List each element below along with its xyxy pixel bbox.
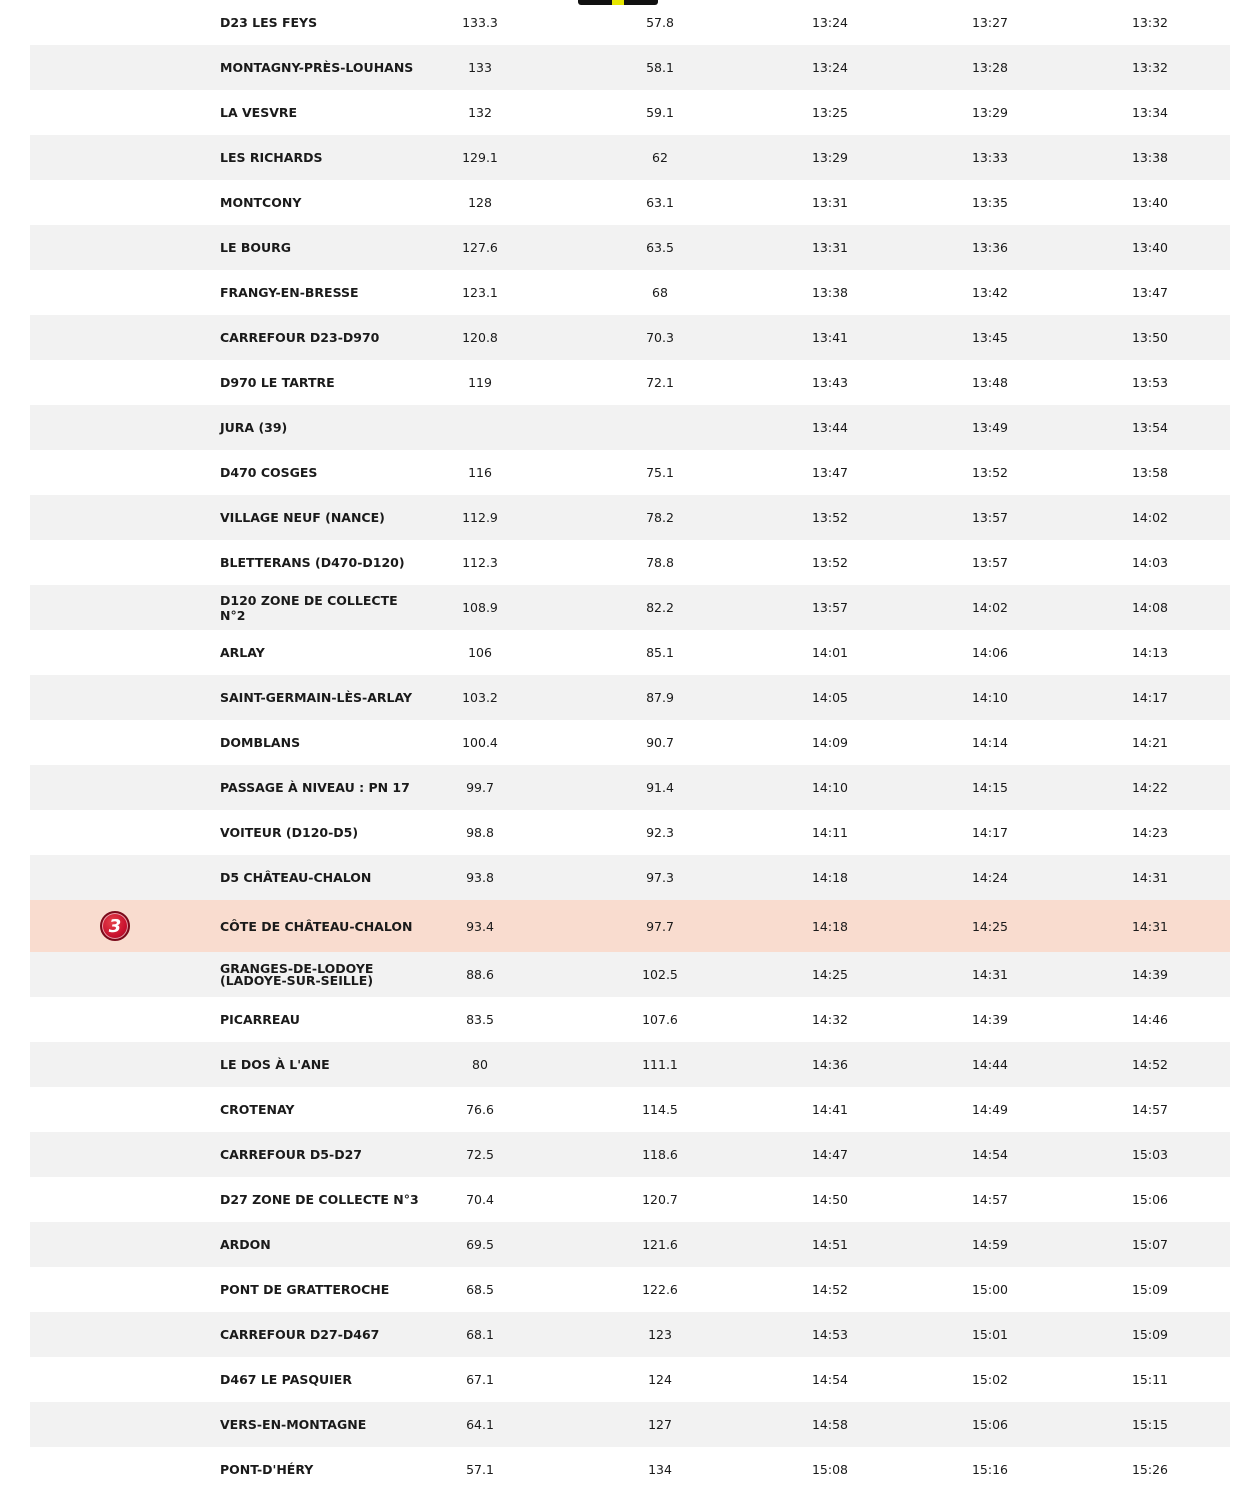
table-row [30, 1087, 1230, 1132]
time-fast: 13:44 [811, 420, 849, 435]
table-row [30, 1177, 1230, 1222]
km-done: 75.1 [646, 465, 674, 480]
km-done: 58.1 [646, 60, 674, 75]
time-slow: 14:23 [1131, 825, 1169, 840]
km-done: 63.1 [646, 195, 674, 210]
km-remaining: 93.4 [466, 918, 494, 934]
time-slow: 13:58 [1131, 465, 1169, 480]
place-name: D970 LE TARTRE [220, 375, 335, 390]
table-row [30, 997, 1230, 1042]
km-remaining: 67.1 [466, 1372, 494, 1387]
place-name: CARREFOUR D23-D970 [220, 330, 380, 345]
time-slow: 14:31 [1131, 918, 1169, 934]
time-mid: 14:02 [971, 600, 1009, 615]
time-fast: 14:18 [811, 870, 849, 885]
km-remaining: 100.4 [462, 735, 498, 750]
time-fast: 13:52 [811, 555, 849, 570]
km-remaining: 57.1 [466, 1462, 494, 1477]
time-slow: 14:13 [1131, 645, 1169, 660]
place-name [220, 952, 420, 997]
place-name: LE BOURG [220, 240, 292, 255]
km-remaining: 112.9 [462, 510, 498, 525]
km-done: 134 [648, 1462, 672, 1477]
km-remaining: 133.3 [462, 15, 498, 30]
km-remaining: 129.1 [462, 150, 498, 165]
time-fast: 14:10 [811, 780, 849, 795]
km-done [610, 405, 710, 450]
time-slow: 15:09 [1131, 1327, 1169, 1342]
table-row [30, 855, 1230, 900]
time-fast: 14:50 [811, 1192, 849, 1207]
km-remaining: 133 [468, 60, 492, 75]
time-fast: 13:29 [811, 150, 849, 165]
schedule-table [30, 0, 1230, 1492]
km-remaining: 119 [468, 375, 492, 390]
km-done: 90.7 [646, 735, 674, 750]
table-row [30, 225, 1230, 270]
place-name: CROTENAY [220, 1102, 295, 1117]
km-done: 78.8 [646, 555, 674, 570]
time-mid: 13:52 [971, 465, 1009, 480]
table-row [30, 1357, 1230, 1402]
time-slow: 14:02 [1131, 510, 1169, 525]
time-fast: 14:09 [811, 735, 849, 750]
km-remaining: 123.1 [462, 285, 498, 300]
place-name: VOITEUR (D120-D5) [220, 825, 359, 840]
time-fast: 13:24 [811, 60, 849, 75]
time-mid: 14:44 [971, 1057, 1009, 1072]
place-name: DOMBLANS [220, 735, 301, 750]
km-remaining: 93.8 [466, 870, 494, 885]
km-remaining: 80 [472, 1057, 488, 1072]
climb-badge-cell [98, 1132, 132, 1177]
place-name: CARREFOUR D27-D467 [220, 1327, 380, 1342]
km-remaining: 106 [468, 645, 492, 660]
climb-badge-cell [98, 765, 132, 810]
climb-badge-cell [98, 405, 132, 450]
table-row [30, 270, 1230, 315]
time-slow: 15:11 [1131, 1372, 1169, 1387]
climb-badge-cell [98, 0, 132, 45]
time-slow: 14:21 [1131, 735, 1169, 750]
km-done: 78.2 [646, 510, 674, 525]
time-mid: 13:27 [971, 15, 1009, 30]
climb-badge-cell [98, 540, 132, 585]
place-name: PONT DE GRATTEROCHE [220, 1282, 390, 1297]
km-remaining: 69.5 [466, 1237, 494, 1252]
time-mid: 13:29 [971, 105, 1009, 120]
km-done: 92.3 [646, 825, 674, 840]
climb-badge-cell [98, 900, 132, 952]
km-done: 121.6 [642, 1237, 678, 1252]
table-row [30, 585, 1230, 630]
time-mid: 13:36 [971, 240, 1009, 255]
climb-badge-cell [98, 495, 132, 540]
time-fast: 14:51 [811, 1237, 849, 1252]
time-slow: 14:22 [1131, 780, 1169, 795]
km-done: 70.3 [646, 330, 674, 345]
time-fast: 13:52 [811, 510, 849, 525]
climb-badge-cell [98, 630, 132, 675]
table-row [30, 765, 1230, 810]
km-remaining: 99.7 [466, 780, 494, 795]
place-name: D27 ZONE DE COLLECTE N°3 [220, 1192, 419, 1207]
place-name: SAINT-GERMAIN-LÈS-ARLAY [220, 690, 412, 705]
time-fast: 13:57 [811, 600, 849, 615]
time-mid: 13:33 [971, 150, 1009, 165]
time-mid: 14:49 [971, 1102, 1009, 1117]
climb-badge-cell [98, 225, 132, 270]
place-name: LA VESVRE [220, 105, 298, 120]
place-name: LES RICHARDS [220, 150, 323, 165]
km-done: 62 [652, 150, 668, 165]
km-done: 57.8 [646, 15, 674, 30]
km-done: 63.5 [646, 240, 674, 255]
time-mid: 13:48 [971, 375, 1009, 390]
km-remaining: 76.6 [466, 1102, 494, 1117]
place-name: PICARREAU [220, 1012, 300, 1027]
climb-badge-cell [98, 45, 132, 90]
time-fast: 14:41 [811, 1102, 849, 1117]
km-remaining: 120.8 [462, 330, 498, 345]
time-slow: 13:54 [1131, 420, 1169, 435]
table-row [30, 495, 1230, 540]
km-remaining: 70.4 [466, 1192, 494, 1207]
place-name: D23 LES FEYS [220, 15, 318, 30]
km-remaining: 88.6 [466, 967, 494, 982]
place-name-line2: (LADOYE-SUR-SEILLE) [220, 972, 374, 988]
time-mid: 14:06 [971, 645, 1009, 660]
table-row [30, 1222, 1230, 1267]
km-remaining: 83.5 [466, 1012, 494, 1027]
km-done: 102.5 [642, 967, 678, 982]
time-fast: 13:24 [811, 15, 849, 30]
time-fast: 13:31 [811, 195, 849, 210]
time-slow: 15:06 [1131, 1192, 1169, 1207]
km-remaining: 64.1 [466, 1417, 494, 1432]
time-fast: 14:47 [811, 1147, 849, 1162]
time-slow: 15:15 [1131, 1417, 1169, 1432]
place-name: MONTAGNY-PRÈS-LOUHANS [220, 60, 414, 75]
time-fast: 14:54 [811, 1372, 849, 1387]
time-mid: 14:39 [971, 1012, 1009, 1027]
km-done: 91.4 [646, 780, 674, 795]
table-row [30, 135, 1230, 180]
table-row [30, 90, 1230, 135]
km-remaining: 68.5 [466, 1282, 494, 1297]
climb-badge-cell [98, 180, 132, 225]
time-mid: 13:57 [971, 510, 1009, 525]
time-mid: 13:28 [971, 60, 1009, 75]
table-row [30, 180, 1230, 225]
table-row [30, 952, 1230, 997]
time-fast: 13:47 [811, 465, 849, 480]
table-row [30, 720, 1230, 765]
time-mid: 14:31 [971, 967, 1009, 982]
time-mid: 13:57 [971, 555, 1009, 570]
km-done: 59.1 [646, 105, 674, 120]
place-name: BLETTERANS (D470-D120) [220, 555, 405, 570]
table-row [30, 1042, 1230, 1087]
km-done: 111.1 [642, 1057, 678, 1072]
time-mid: 13:42 [971, 285, 1009, 300]
place-name: PONT-D'HÉRY [220, 1462, 314, 1477]
time-mid: 14:17 [971, 825, 1009, 840]
time-slow: 14:08 [1131, 600, 1169, 615]
time-fast: 13:25 [811, 105, 849, 120]
climb-badge-cell [98, 1042, 132, 1087]
place-name: D470 COSGES [220, 465, 318, 480]
km-remaining: 116 [468, 465, 492, 480]
time-slow: 14:17 [1131, 690, 1169, 705]
km-remaining: 127.6 [462, 240, 498, 255]
time-mid: 15:06 [971, 1417, 1009, 1432]
climb-badge-cell [98, 270, 132, 315]
table-row [30, 1447, 1230, 1492]
km-done: 118.6 [642, 1147, 678, 1162]
time-slow: 14:39 [1131, 967, 1169, 982]
place-name: LE DOS À L'ANE [220, 1057, 330, 1072]
climb-category-icon: 3 [100, 911, 130, 941]
km-remaining [430, 405, 530, 450]
climb-badge-cell [98, 1087, 132, 1132]
time-fast: 13:38 [811, 285, 849, 300]
time-mid: 15:01 [971, 1327, 1009, 1342]
km-remaining: 108.9 [462, 600, 498, 615]
time-fast: 14:01 [811, 645, 849, 660]
place-name: VILLAGE NEUF (NANCE) [220, 510, 385, 525]
place-name-line1: GRANGES-DE-LODOYE [220, 960, 374, 976]
km-done: 127 [648, 1417, 672, 1432]
time-slow: 13:32 [1131, 15, 1169, 30]
time-fast: 13:41 [811, 330, 849, 345]
table-row [30, 540, 1230, 585]
time-mid: 14:24 [971, 870, 1009, 885]
time-fast: 14:11 [811, 825, 849, 840]
table-row [30, 315, 1230, 360]
km-done: 82.2 [646, 600, 674, 615]
time-slow: 13:53 [1131, 375, 1169, 390]
time-mid: 14:15 [971, 780, 1009, 795]
place-name: ARDON [220, 1237, 271, 1252]
time-slow: 15:07 [1131, 1237, 1169, 1252]
table-row [30, 450, 1230, 495]
climb-badge-cell [98, 1312, 132, 1357]
time-slow: 13:34 [1131, 105, 1169, 120]
time-mid: 13:45 [971, 330, 1009, 345]
time-mid: 13:49 [971, 420, 1009, 435]
place-name: VERS-EN-MONTAGNE [220, 1417, 367, 1432]
time-fast: 13:31 [811, 240, 849, 255]
climb-badge-cell [98, 1177, 132, 1222]
table-row [30, 1132, 1230, 1177]
km-done: 97.7 [646, 918, 674, 934]
time-mid: 13:35 [971, 195, 1009, 210]
table-row [30, 1267, 1230, 1312]
climb-badge-cell [98, 585, 132, 630]
table-row [30, 810, 1230, 855]
climb-badge-cell [98, 315, 132, 360]
climb-badge-cell [98, 675, 132, 720]
km-done: 72.1 [646, 375, 674, 390]
place-name: JURA (39) [220, 420, 288, 435]
time-fast: 14:25 [811, 967, 849, 982]
time-slow: 13:40 [1131, 240, 1169, 255]
km-done: 107.6 [642, 1012, 678, 1027]
km-done: 97.3 [646, 870, 674, 885]
km-remaining: 128 [468, 195, 492, 210]
km-done: 87.9 [646, 690, 674, 705]
table-row-climb [30, 900, 1230, 952]
table-row [30, 1312, 1230, 1357]
time-mid: 14:25 [971, 918, 1009, 934]
table-row [30, 360, 1230, 405]
table-row [30, 405, 1230, 450]
time-fast: 13:43 [811, 375, 849, 390]
time-slow: 14:52 [1131, 1057, 1169, 1072]
place-name: D120 ZONE DE COLLECTE N°2 [220, 592, 398, 623]
time-slow: 13:47 [1131, 285, 1169, 300]
km-remaining: 72.5 [466, 1147, 494, 1162]
time-slow: 14:46 [1131, 1012, 1169, 1027]
km-remaining: 98.8 [466, 825, 494, 840]
table-row [30, 45, 1230, 90]
climb-badge-cell [98, 450, 132, 495]
time-fast: 15:08 [811, 1462, 849, 1477]
km-remaining: 132 [468, 105, 492, 120]
climb-badge-cell [98, 952, 132, 997]
km-remaining: 103.2 [462, 690, 498, 705]
km-done: 123 [648, 1327, 672, 1342]
climb-badge-cell [98, 720, 132, 765]
time-mid: 14:54 [971, 1147, 1009, 1162]
km-done: 120.7 [642, 1192, 678, 1207]
climb-badge-cell [98, 135, 132, 180]
time-fast: 14:18 [811, 918, 849, 934]
table-row [30, 1402, 1230, 1447]
place-name: PASSAGE À NIVEAU : PN 17 [220, 780, 410, 795]
km-done: 85.1 [646, 645, 674, 660]
time-slow: 13:32 [1131, 60, 1169, 75]
climb-badge-cell [98, 1222, 132, 1267]
table-row [30, 675, 1230, 720]
climb-badge-cell [98, 810, 132, 855]
time-fast: 14:52 [811, 1282, 849, 1297]
place-name: CARREFOUR D5-D27 [220, 1147, 362, 1162]
time-slow: 15:26 [1131, 1462, 1169, 1477]
time-slow: 13:38 [1131, 150, 1169, 165]
time-fast: 14:05 [811, 690, 849, 705]
km-done: 122.6 [642, 1282, 678, 1297]
climb-badge-cell [98, 90, 132, 135]
km-remaining: 68.1 [466, 1327, 494, 1342]
time-slow: 15:03 [1131, 1147, 1169, 1162]
time-slow: 14:03 [1131, 555, 1169, 570]
time-slow: 15:09 [1131, 1282, 1169, 1297]
time-mid: 14:59 [971, 1237, 1009, 1252]
climb-badge-cell [98, 1402, 132, 1447]
time-mid: 14:57 [971, 1192, 1009, 1207]
place-name: D467 LE PASQUIER [220, 1372, 352, 1387]
km-done: 114.5 [642, 1102, 678, 1117]
place-name: D5 CHÂTEAU-CHALON [220, 870, 372, 885]
climb-badge-cell [98, 1267, 132, 1312]
climb-badge-cell [98, 1357, 132, 1402]
km-done: 68 [652, 285, 668, 300]
time-fast: 14:36 [811, 1057, 849, 1072]
table-row [30, 0, 1230, 45]
time-mid: 15:02 [971, 1372, 1009, 1387]
time-mid: 14:14 [971, 735, 1009, 750]
km-done: 124 [648, 1372, 672, 1387]
climb-badge-cell [98, 360, 132, 405]
place-name: FRANGY-EN-BRESSE [220, 285, 359, 300]
time-mid: 15:00 [971, 1282, 1009, 1297]
climb-badge-cell [98, 855, 132, 900]
place-name: ARLAY [220, 645, 265, 660]
time-mid: 14:10 [971, 690, 1009, 705]
time-fast: 14:58 [811, 1417, 849, 1432]
place-name: MONTCONY [220, 195, 302, 210]
table-row [30, 630, 1230, 675]
time-mid: 15:16 [971, 1462, 1009, 1477]
time-slow: 14:57 [1131, 1102, 1169, 1117]
time-fast: 14:32 [811, 1012, 849, 1027]
time-slow: 13:40 [1131, 195, 1169, 210]
km-remaining: 112.3 [462, 555, 498, 570]
time-fast: 14:53 [811, 1327, 849, 1342]
time-slow: 14:31 [1131, 870, 1169, 885]
climb-badge-cell [98, 1447, 132, 1492]
time-slow: 13:50 [1131, 330, 1169, 345]
climb-badge-cell [98, 997, 132, 1042]
place-name: CÔTE DE CHÂTEAU-CHALON [220, 918, 413, 934]
